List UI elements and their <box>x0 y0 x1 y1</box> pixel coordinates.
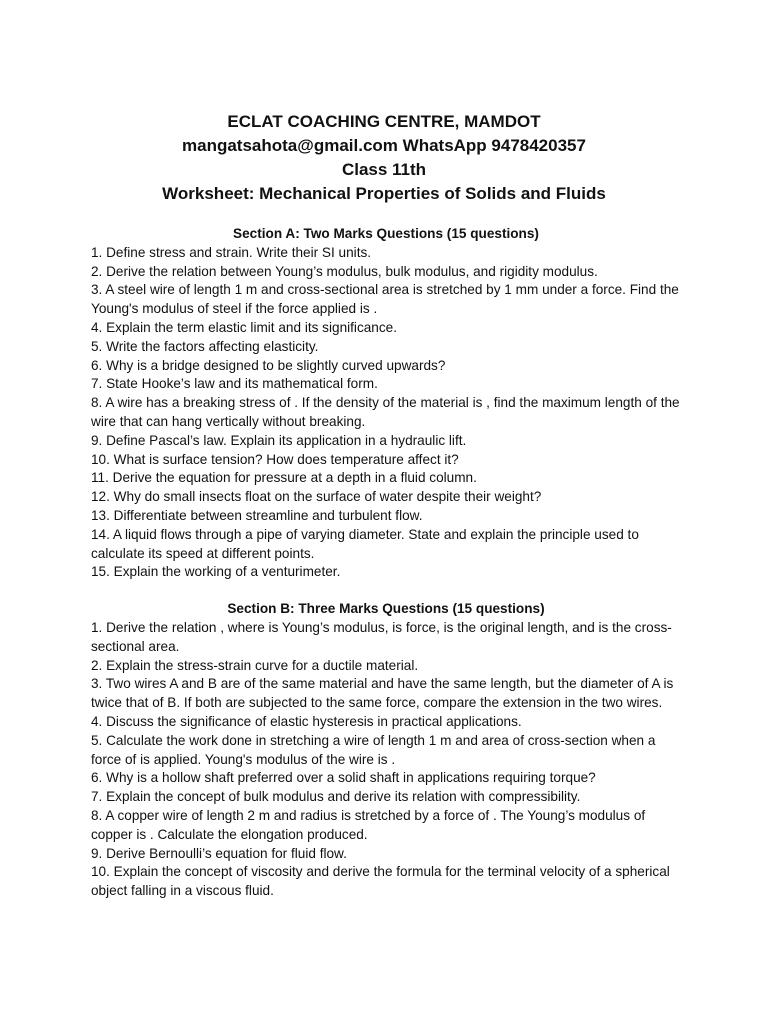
question-item: 2. Explain the stress-strain curve for a ductile material. <box>91 657 419 673</box>
question-item: 3. A steel wire of length 1 m and cross-sectional area is stretched by 1 mm under a force. Find the Young's modulus of steel if the force applied is . <box>91 282 679 317</box>
question-item: 6. Why is a hollow shaft preferred over a solid shaft in applications requiring torque? <box>91 770 596 786</box>
question-item: 9. Define Pascal’s law. Explain its application in a hydraulic lift. <box>91 432 467 448</box>
worksheet-body <box>91 225 681 901</box>
question-item: 7. State Hooke’s law and its mathematical form. <box>91 376 378 392</box>
question-item: 5. Write the factors affecting elasticity. <box>91 338 319 354</box>
question-item: 6. Why is a bridge designed to be slightly curved upwards? <box>91 357 446 373</box>
question-item: 13. Differentiate between streamline and turbulent flow. <box>91 507 423 523</box>
question-item: 12. Why do small insects float on the surface of water despite their weight? <box>91 489 542 505</box>
contact-info: mangatsahota@gmail.com WhatsApp 9478420357 <box>182 136 586 155</box>
question-item: 3. Two wires A and B are of the same material and have the same length, but the diameter of A is twice that of B. If both are subjected to the same force, compare the extension in the two wires. <box>91 676 674 711</box>
question-item: 4. Discuss the significance of elastic hysteresis in practical applications. <box>91 713 522 729</box>
question-item: 1. Define stress and strain. Write their SI units. <box>91 244 372 260</box>
section-spacer <box>91 582 681 600</box>
question-item: 8. A copper wire of length 2 m and radius is stretched by a force of . The Young’s modulus of copper is . Calculate the elongation produced. <box>91 807 646 842</box>
section-b-title: Section B: Three Marks Questions (15 questions) <box>227 601 545 617</box>
question-item: 1. Derive the relation , where is Young’s modulus, is force, is the original length, and is the cross-sectional area. <box>91 619 672 654</box>
question-item: 8. A wire has a breaking stress of . If the density of the material is , find the maximum length of the wire that can hang vertically without breaking. <box>91 395 680 429</box>
question-item: 7. Explain the concept of bulk modulus and derive its relation with compressibility. <box>91 789 581 805</box>
question-item: 15. Explain the working of a venturimeter. <box>91 564 341 580</box>
question-item: 10. What is surface tension? How does temperature affect it? <box>91 451 459 467</box>
section-b-questions <box>91 619 681 901</box>
section-a-questions <box>91 244 681 582</box>
question-item: 11. Derive the equation for pressure at a depth in a fluid column. <box>91 470 477 486</box>
question-item: 14. A liquid flows through a pipe of varying diameter. State and explain the principle used to calculate its speed at different points. <box>91 526 639 561</box>
question-item: 4. Explain the term elastic limit and its significance. <box>91 319 397 335</box>
question-item: 10. Explain the concept of viscosity and derive the formula for the terminal velocity of a spherical object falling in a viscous fluid. <box>91 864 670 899</box>
question-item: 5. Calculate the work done in stretching a wire of length 1 m and area of cross-section when a force of is applied. Young's modulus of the wire is . <box>91 732 656 767</box>
question-item: 9. Derive Bernoulli’s equation for fluid flow. <box>91 845 347 861</box>
institute-name: ECLAT COACHING CENTRE, MAMDOT <box>227 112 541 131</box>
worksheet-title: Worksheet: Mechanical Properties of Solids and Fluids <box>162 184 606 203</box>
section-a-title: Section A: Two Marks Questions (15 questions) <box>233 226 539 241</box>
question-item: 2. Derive the relation between Young’s modulus, bulk modulus, and rigidity modulus. <box>91 263 598 279</box>
class-label: Class 11th <box>341 160 427 179</box>
document-header <box>0 110 768 206</box>
